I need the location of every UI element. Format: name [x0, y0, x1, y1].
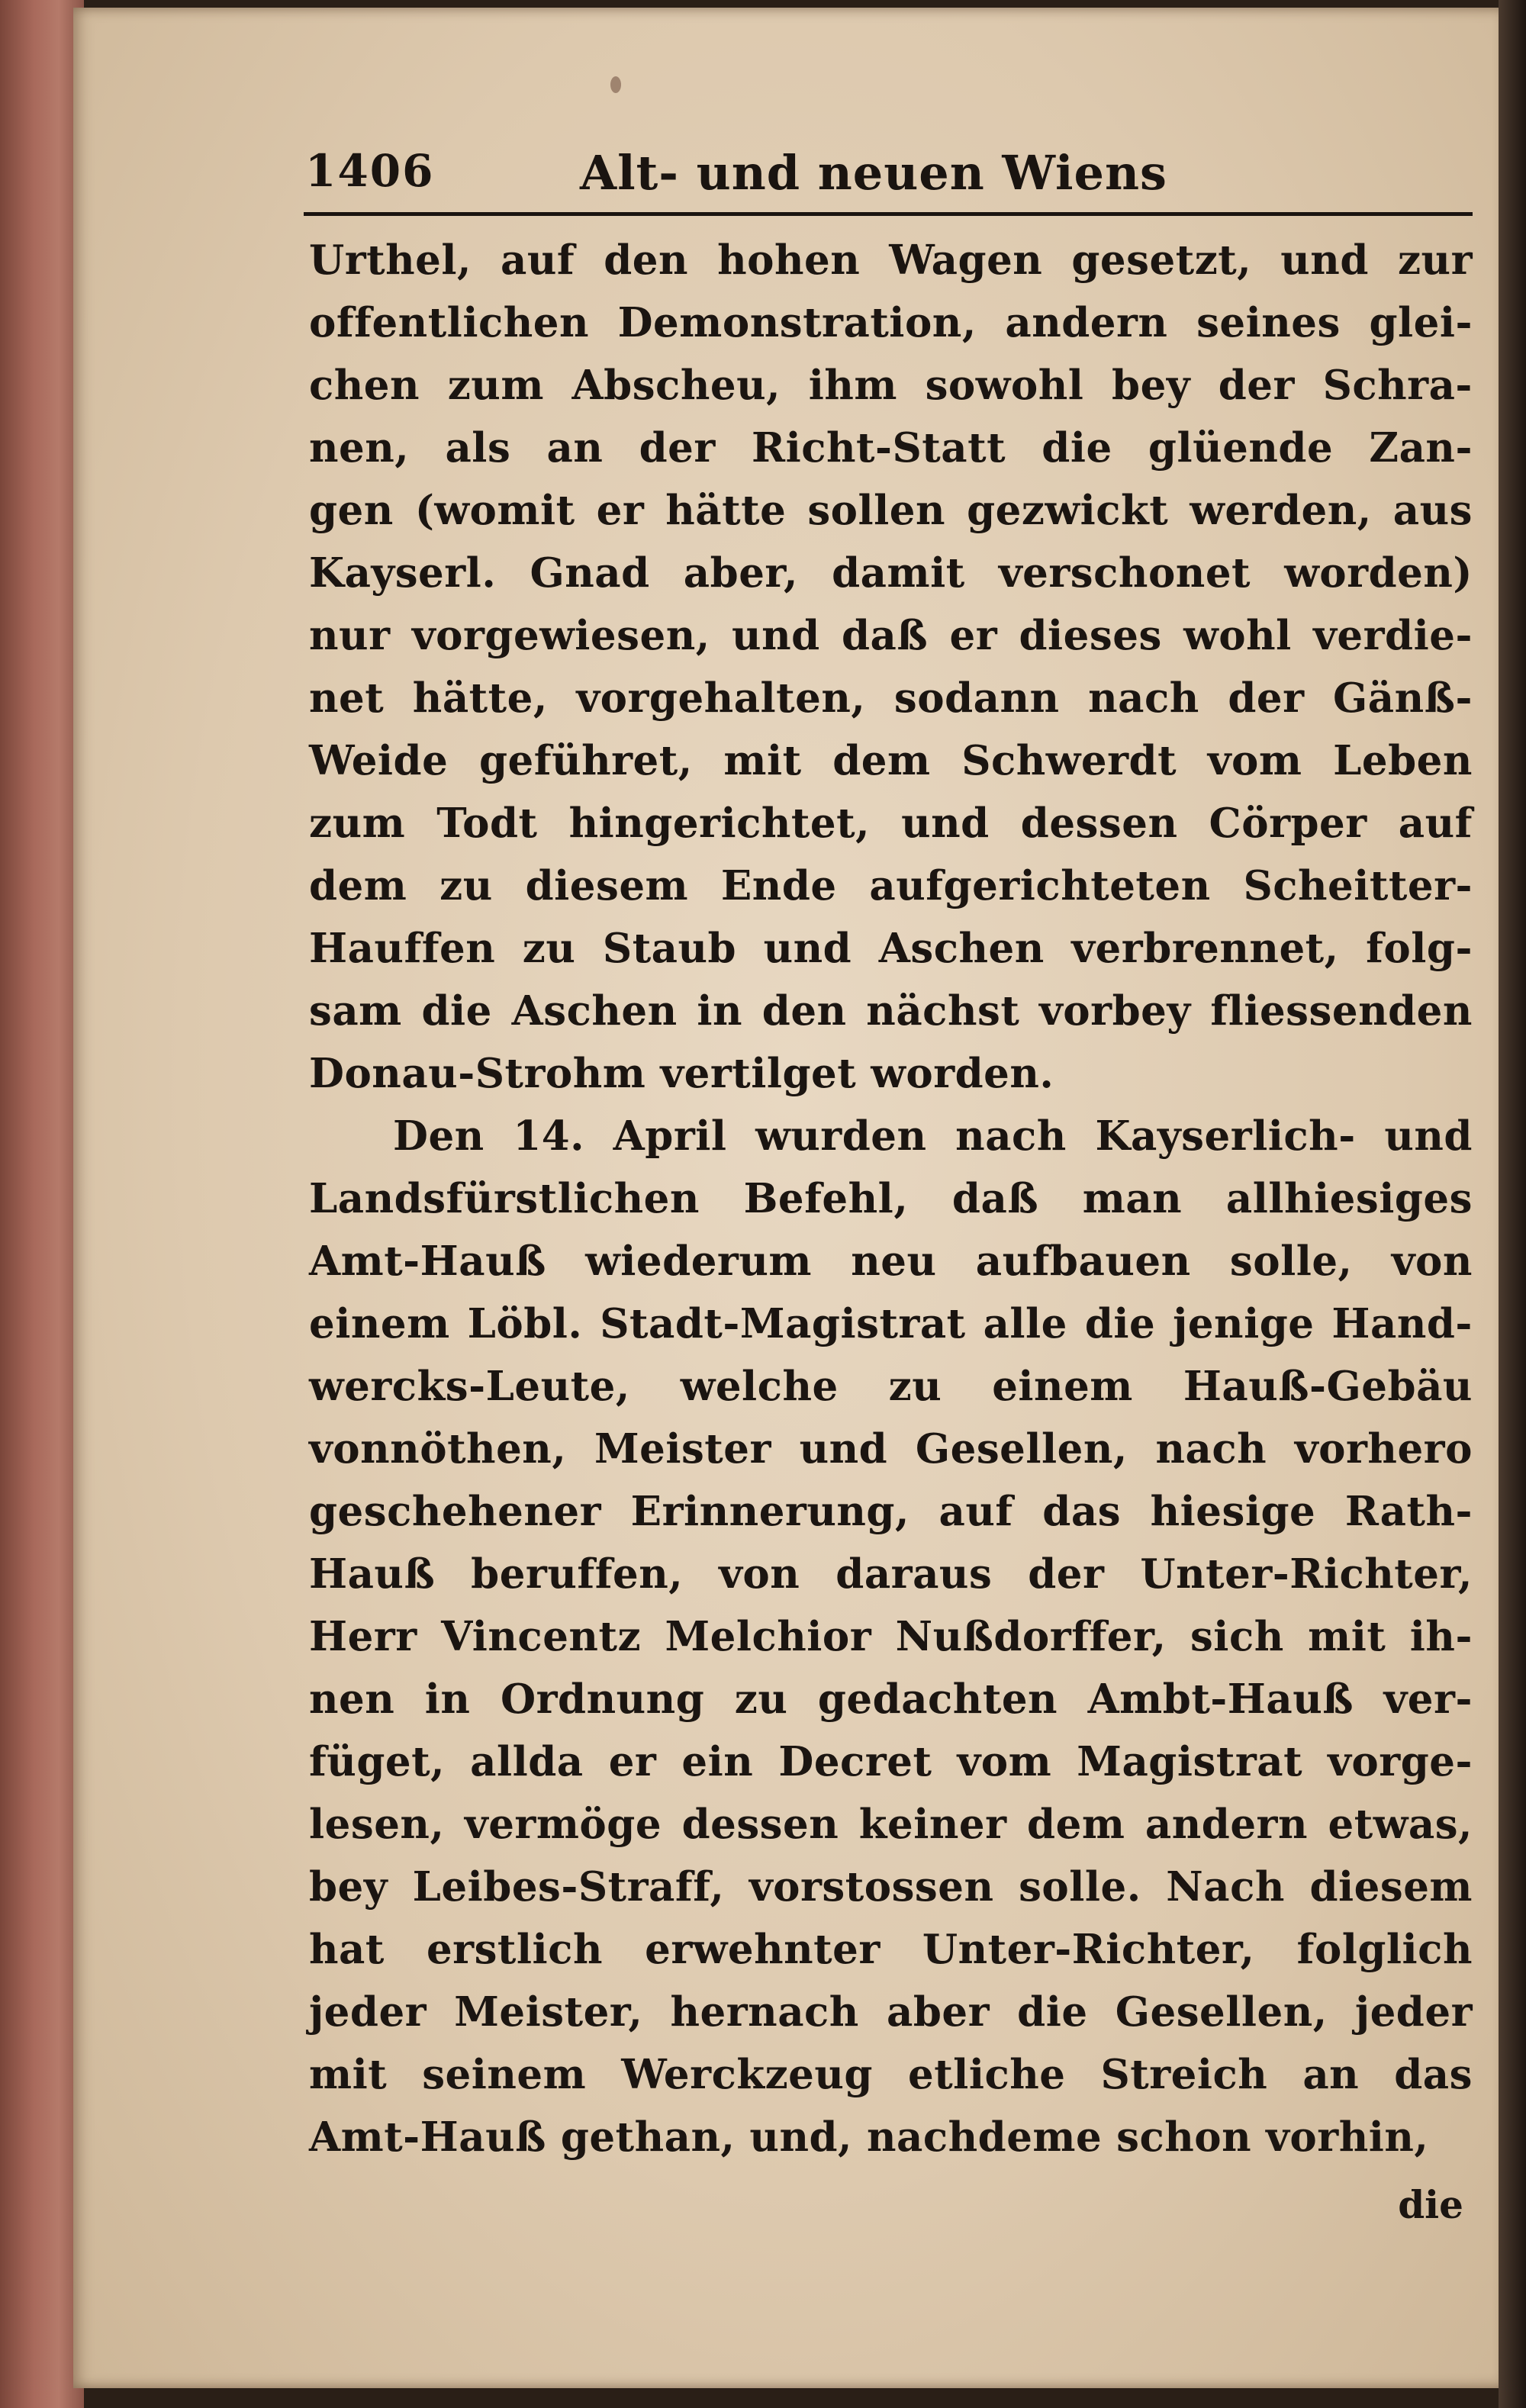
text-line: füget, allda er ein Decret vom Magistrat vorge- [309, 1738, 1473, 1785]
text-line: nur vorgewiesen, und daß er dieses wohl verdie- [309, 612, 1473, 659]
text-line: sam die Aschen in den nächst vorbey fliessenden [309, 987, 1473, 1035]
page-edge-shadow [1499, 0, 1526, 2408]
page-number: 1406 [305, 145, 435, 197]
book-spine-edge [0, 0, 84, 2408]
text-line: Landsfürstlichen Befehl, daß man allhiesiges [309, 1175, 1473, 1222]
page-header [305, 145, 1473, 206]
running-title: Alt- und neuen Wiens [580, 145, 1167, 201]
text-line: lesen, vermöge dessen keiner dem andern etwas, [309, 1801, 1473, 1848]
text-line: Donau-Strohm vertilget worden. [309, 1050, 1054, 1097]
text-line: net hätte, vorgehalten, sodann nach der Gänß- [309, 674, 1473, 722]
text-line: mit seinem Werckzeug etliche Streich an das [309, 2051, 1473, 2098]
text-line: nen in Ordnung zu gedachten Ambt-Hauß ver- [309, 1676, 1473, 1723]
text-line: Herr Vincentz Melchior Nußdorffer, sich mit ih- [309, 1613, 1473, 1660]
text-line: bey Leibes-Straff, vorstossen solle. Nach diesem [309, 1863, 1473, 1911]
ink-mark [610, 76, 621, 93]
text-line: Kayserl. Gnad aber, damit verschonet worden) [309, 549, 1473, 597]
text-line: vonnöthen, Meister und Gesellen, nach vorhero [309, 1425, 1473, 1473]
text-line: jeder Meister, hernach aber die Gesellen, jeder [309, 1988, 1473, 2036]
text-line: chen zum Abscheu, ihm sowohl bey der Schra- [309, 362, 1473, 409]
text-line: geschehener Erinnerung, auf das hiesige Rath- [309, 1488, 1473, 1535]
text-line: hat erstlich erwehnter Unter-Richter, folglich [309, 1926, 1473, 1973]
text-line: dem zu diesem Ende aufgerichteten Scheitter- [309, 862, 1473, 909]
catchword: die [1398, 2182, 1463, 2227]
text-line: nen, als an der Richt-Statt die glüende Zan- [309, 424, 1473, 472]
text-line: offentlichen Demonstration, andern seines glei- [309, 299, 1473, 346]
text-line: Amt-Hauß gethan, und, nachdeme schon vorhin, [309, 2113, 1429, 2161]
text-line: einem Löbl. Stadt-Magistrat alle die jenige Hand- [309, 1300, 1473, 1347]
text-line: Weide geführet, mit dem Schwerdt vom Leben [309, 737, 1473, 784]
text-line: Amt-Hauß wiederum neu aufbauen solle, von [309, 1238, 1473, 1285]
text-line: Hauffen zu Staub und Aschen verbrennet, folg- [309, 925, 1473, 972]
text-line: Hauß beruffen, von daraus der Unter-Richter, [309, 1550, 1473, 1598]
text-line: Den 14. April wurden nach Kayserlich- und [393, 1112, 1473, 1160]
header-rule [304, 212, 1473, 216]
text-line: gen (womit er hätte sollen gezwickt werden, aus [309, 487, 1473, 534]
text-line: wercks-Leute, welche zu einem Hauß-Gebäu [309, 1363, 1473, 1410]
text-line: Urthel, auf den hohen Wagen gesetzt, und zur [309, 237, 1473, 284]
text-line: zum Todt hingerichtet, und dessen Cörper auf [309, 800, 1473, 847]
body-text [309, 229, 1473, 2168]
